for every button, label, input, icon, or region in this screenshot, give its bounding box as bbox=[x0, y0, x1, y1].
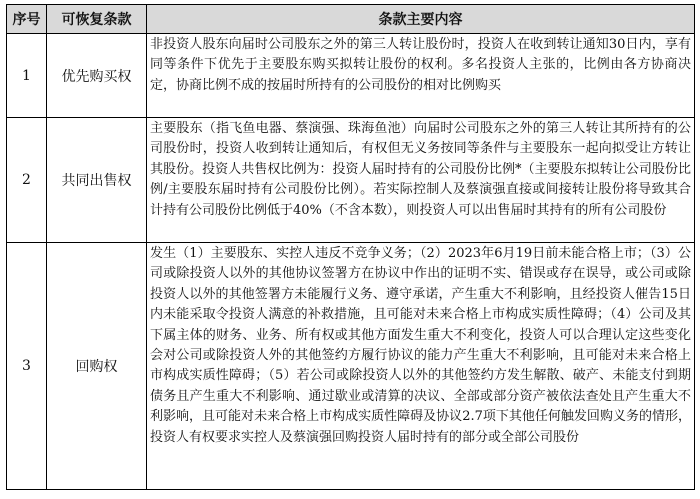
header-index: 序号 bbox=[7, 5, 47, 34]
row-term: 回购权 bbox=[47, 243, 147, 490]
header-content: 条款主要内容 bbox=[147, 5, 695, 34]
row-term: 共同出售权 bbox=[47, 118, 147, 243]
row-index: 3 bbox=[7, 243, 47, 490]
terms-table bbox=[6, 4, 695, 490]
header-term: 可恢复条款 bbox=[47, 5, 147, 34]
header-row bbox=[7, 5, 695, 34]
row-index: 2 bbox=[7, 118, 47, 243]
table-row bbox=[7, 118, 695, 243]
row-term: 优先购买权 bbox=[47, 34, 147, 118]
table-row bbox=[7, 34, 695, 118]
row-content: 主要股东（指飞鱼电器、蔡演强、珠海鱼池）向届时公司股东之外的第三人转让其所持有的公司股份时，投资人收到转让通知后，有权但无义务按同等条件与主要股东一起向拟受让方转让其股份。投资人共售权比例为：投资人届时持有的公司股份比例*（主要股东拟转让公司股份比例/主要股东届时持有公司股份比例）。若实际控制人及蔡演强直接或间接转让股份将导致其合计持有公司股份比例低于40%（不含本数），则投资人可以出售届时其持有的所有公司股份 bbox=[147, 118, 695, 243]
row-index: 1 bbox=[7, 34, 47, 118]
row-content: 非投资人股东向届时公司股东之外的第三人转让股份时，投资人在收到转让通知30日内，享有同等条件下优先于主要股东购买拟转让股份的权利。多名投资人主张的，比例由各方协商决定，协商比例不成的按届时所持有的公司股份的相对比例购买 bbox=[147, 34, 695, 118]
row-content: 发生（1）主要股东、实控人违反不竞争义务；（2）2023年6月19日前未能合格上市；（3）公司或除投资人以外的其他协议签署方在协议中作出的证明不实、错误或存在误导，或公司或除投资人以外的其他签署方未能履行义务、遵守承诺，产生重大不利影响，且经投资人催告15日内未能采取令投资人满意的补救措施，且可能对未来合格上市构成实质性障碍；（4）公司及其下属主体的财务、业务、所有权或其他方面发生重大不利变化，投资人可以合理认定这些变化会对公司或除投资人外的其他签约方履行协议的能力产生重大不利影响，且可能对未来合格上市构成实质性障碍；（5）若公司或除投资人以外的其他签约方发生解散、破产、未能支付到期债务且产生重大不利影响、通过歇业或清算的决议、全部或部分资产被依法查处且产生重大不利影响，且可能对未来合格上市构成实质性障碍及协议2.7项下其他任何触发回购义务的情形，投资人有权要求实控人及蔡演强回购投资人届时持有的部分或全部公司股份 bbox=[147, 243, 695, 490]
table-row bbox=[7, 243, 695, 490]
